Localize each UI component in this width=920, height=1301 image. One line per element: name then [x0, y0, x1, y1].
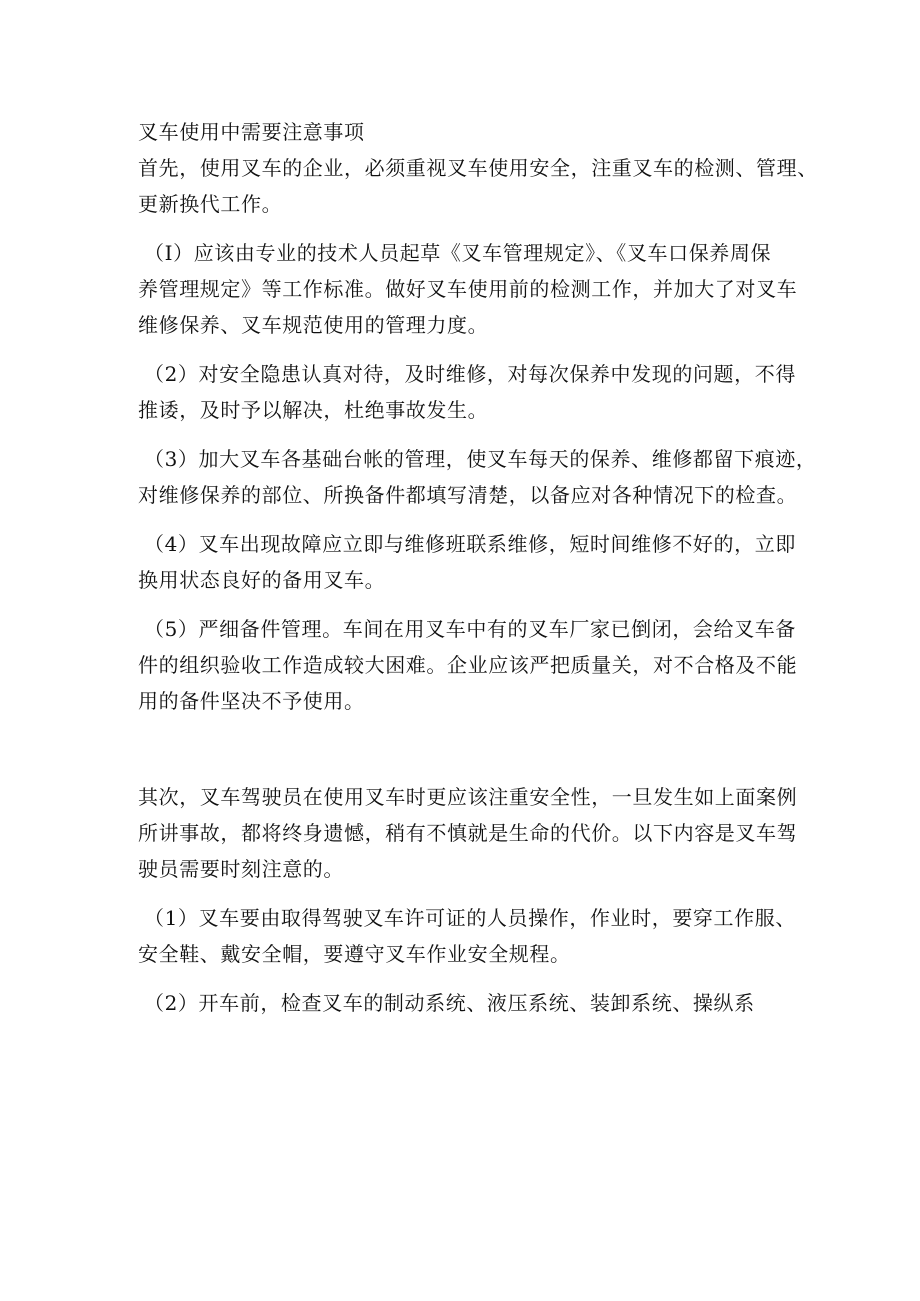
list-item: [138, 441, 817, 513]
list-item: [138, 526, 796, 598]
paragraph-line: 对维修保养的部位、所换备件都填写清楚，以备应对各种情况下的检查。: [138, 483, 798, 507]
list-item: [138, 985, 788, 1021]
paragraph-line: （2）对安全隐患认真对待，及时维修，对每次保养中发现的问题，不得: [144, 362, 796, 386]
paragraph-line: 养管理规定》等工作标准。做好叉车使用前的检测工作，并加大了对叉车: [138, 277, 798, 301]
paragraph-line: 推诿，及时予以解决，杜绝事故发生。: [138, 398, 489, 422]
section-2: [138, 779, 798, 1021]
paragraph-line: （5）严细备件管理。车间在用叉车中有的叉车厂家已倒闭，会给叉车备: [144, 617, 796, 641]
list-item: [138, 235, 798, 343]
paragraph-line: 驶员需要时刻注意的。: [138, 857, 344, 881]
paragraph-line: 维修保养、叉车规范使用的管理力度。: [138, 313, 489, 337]
paragraph-line: 安全鞋、戴安全帽，要遵守叉车作业安全规程。: [138, 942, 571, 966]
section-1: [138, 150, 818, 719]
list-item: [138, 900, 796, 972]
paragraph-line: 用的备件坚决不予使用。: [138, 689, 365, 713]
document-title: 叉车使用中需要注意事项: [138, 120, 365, 144]
paragraph-line: 其次，叉车驾驶员在使用叉车时更应该注重安全性，一旦发生如上面案例: [138, 785, 798, 809]
paragraph-line: （I）应该由专业的技术人员起草《叉车管理规定》、《叉车口保养周保: [144, 241, 772, 265]
paragraph-line: 换用状态良好的备用叉车。: [138, 568, 386, 592]
section-2-intro: [138, 779, 798, 887]
paragraph-line: （3）加大叉车各基础台帐的管理，使叉车每天的保养、维修都留下痕迹，: [144, 447, 817, 471]
paragraph-line: （2）开车前，检查叉车的制动系统、液压系统、装卸系统、操纵系: [144, 991, 755, 1015]
paragraph-line: 件的组织验收工作造成较大困难。企业应该严把质量关，对不合格及不能: [138, 653, 798, 677]
paragraph-line: 首先，使用叉车的企业，必须重视叉车使用安全，注重叉车的检测、管理、: [138, 156, 818, 180]
paragraph-line: （1）叉车要由取得驾驶叉车许可证的人员操作，作业时，要穿工作服、: [144, 906, 796, 930]
paragraph-line: 更新换代工作。: [138, 192, 283, 216]
list-item: [138, 356, 796, 428]
list-item: [138, 611, 798, 719]
paragraph-line: （4）叉车出现故障应立即与维修班联系维修，短时间维修不好的，立即: [144, 532, 796, 556]
document-body: [138, 114, 818, 1021]
section-1-intro: [138, 150, 818, 222]
paragraph-line: 所讲事故，都将终身遗憾，稍有不慎就是生命的代价。以下内容是叉车驾: [138, 821, 798, 845]
